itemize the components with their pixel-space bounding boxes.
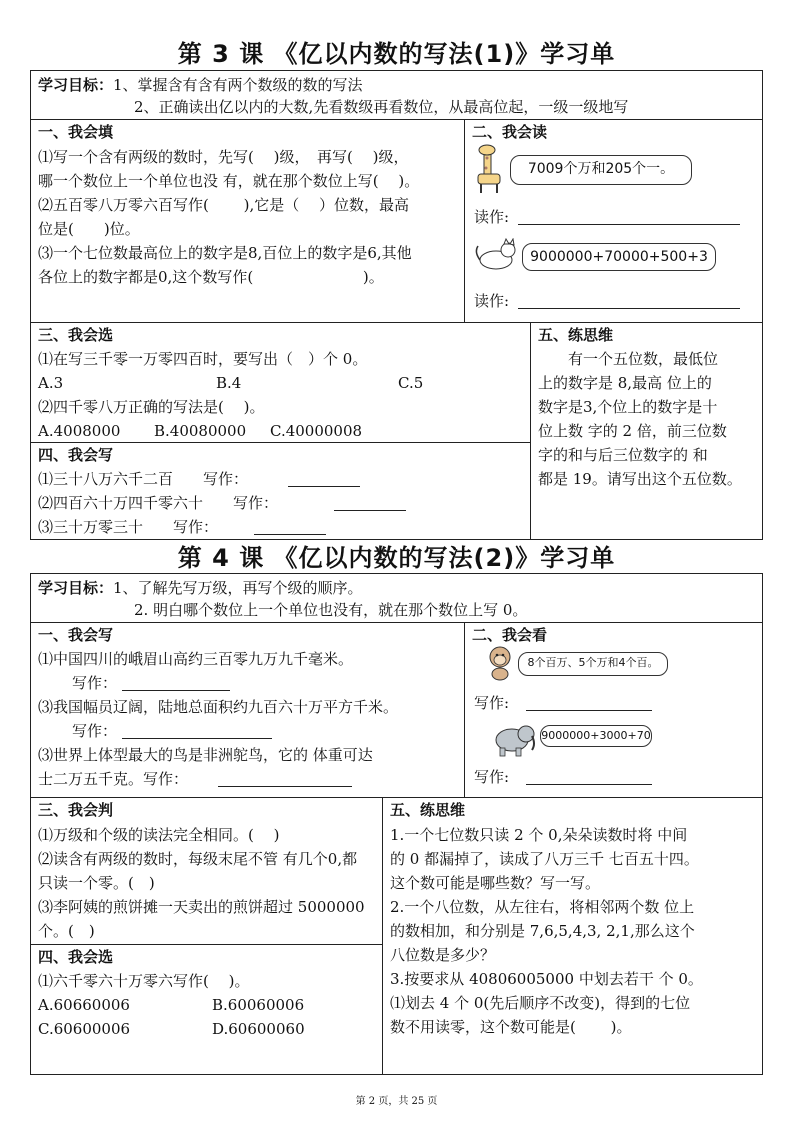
lesson3-s4-item: ⑶三十万零三十 写作： [38,518,219,536]
lesson3-s5-title: 五、练思维 [538,326,614,344]
answer-line[interactable] [122,738,272,739]
lesson4-s1-line: 士二万五千克。写作： [38,770,189,788]
lesson4-write-label: 写作: [474,694,510,712]
lesson4-s1-line: 写作： [72,722,118,740]
lesson3-s3-q2: ⑵四千零八万正确的写法是( )。 [38,398,265,416]
lesson3-s1-line: ⑴写一个含有两级的数时，先写( )级， 再写( )级， [38,148,409,166]
lesson3-s3-q2-option: A.4008000 [38,422,121,440]
lesson4-s2-title: 二、我会看 [472,626,548,644]
lesson3-s3-q2-option: B.40080000 [154,422,247,440]
page-footer: 第 2 页，共 25 页 [355,1096,438,1107]
lesson3-goal-2: 2、正确读出亿以内的大数,先看数级再看数位，从最高位起，一级一级地写 [134,98,629,116]
lesson4-title: 第 4 课 《亿以内数的写法(2)》学习单 [177,544,616,572]
lesson4-write-line-1[interactable] [526,710,652,711]
lesson3-s4-item: ⑴三十八万六千二百 写作： [38,470,249,488]
lesson4-s3-title: 三、我会判 [38,801,114,819]
elephant-icon [488,718,538,758]
lesson4-s1-line: ⑴中国四川的峨眉山高约三百零九万九千毫米。 [38,650,354,668]
lesson4-s5-line: 2.一个八位数，从左往右，将相邻两个数 位上 [390,898,695,916]
lesson4-goal-1: 1、了解先写万级，再写个级的顺序。 [113,579,363,597]
lesson4-s5-line: ⑴划去 4 个 0(先后顺序不改变)，得到的七位 [390,994,691,1012]
lesson3-s2-title: 二、我会读 [472,123,548,141]
lesson3-read-line-1[interactable] [518,224,740,225]
lesson3-s5-line: 上的数字是 8,最高 位上的 [538,374,712,392]
lesson4-s4-option: B.60060006 [212,996,305,1014]
answer-line[interactable] [334,510,406,511]
lesson3-goal-label: 学习目标： [38,76,114,94]
lesson4-s1-line: 写作： [72,674,118,692]
lesson4-s3-line: 个。( ) [38,922,95,940]
lesson3-title: 第 3 课 《亿以内数的写法(1)》学习单 [177,40,616,68]
lesson3-s3-q1-option: C.5 [398,374,424,392]
lesson3-s1-line: 各位上的数字都是0,这个数写作( )。 [38,268,384,286]
lesson4-goal-label: 学习目标： [38,579,114,597]
answer-line[interactable] [122,690,230,691]
monkey-icon [484,645,516,681]
lesson3-s5-line: 数字是3,个位上的数字是十 [538,398,718,416]
answer-line[interactable] [254,534,326,535]
lesson3-s3-q1: ⑴在写三千零一万零四百时，要写出（ ）个 0。 [38,350,368,368]
lesson4-s4-option: A.60660006 [38,996,130,1014]
lesson3-s5-line: 位上数 字的 2 倍，前三位数 [538,422,727,440]
lesson4-s5-line: 数不用读零，这个数可能是( )。 [390,1018,632,1036]
lesson4-s5-line: 的 0 都漏掉了，读成了八万三千 七百五十四。 [390,850,699,868]
lesson3-goal-1: 1、掌握含有含有两个数级的数的写法 [113,76,363,94]
lesson3-read-label: 读作: [474,208,510,226]
lesson3-s4-item: ⑵四百六十万四千零六十 写作： [38,494,279,512]
lesson3-s3-q2-option: C.40000008 [270,422,363,440]
lesson4-s4-option: D.60600060 [212,1020,305,1038]
lesson4-s5-line: 1.一个七位数只读 2 个 0,朵朵读数时将 中间 [390,826,688,844]
lesson4-s5-title: 五、练思维 [390,801,466,819]
lesson4-s3-line: ⑶李阿姨的煎饼摊一天卖出的煎饼超过 5000000 [38,898,365,916]
lesson4-bubble-1: 8个百万、5个万和4个百。 [518,652,668,676]
lesson4-bubble-2: 9000000+3000+70 [540,725,652,747]
lesson3-s3-q1-option: B.4 [216,374,242,392]
lesson3-s5-line: 都是 19。请写出这个五位数。 [538,470,742,488]
lesson4-s4-title: 四、我会选 [38,948,114,966]
lesson4-write-label: 写作: [474,768,510,786]
lesson3-read-line-2[interactable] [518,308,740,309]
lesson3-s3-q1-option: A.3 [38,374,64,392]
lesson3-s1-line: 哪一个数位上一个单位也没 有，就在那个数位上写( )。 [38,172,420,190]
lesson4-s5-line: 的数相加，和分别是 7,6,5,4,3, 2,1,那么这个 [390,922,695,940]
lesson3-s4-title: 四、我会写 [38,446,114,464]
lesson4-s5-line: 这个数可能是哪些数？写一写。 [390,874,601,892]
lesson4-s1-line: ⑶我国幅员辽阔，陆地总面积约九百六十万平方千米。 [38,698,399,716]
lesson3-s1-title: 一、我会填 [38,123,114,141]
lesson4-write-line-2[interactable] [526,784,652,785]
lesson3-bubble-1: 7009个万和205个一。 [510,155,692,185]
lesson4-s3-line: ⑵读含有两级的数时，每级末尾不管 有几个0,都 [38,850,358,868]
lesson3-bubble-2: 9000000+70000+500+3 [522,243,716,271]
lesson4-goal-2: 2. 明白哪个数位上一个单位也没有，就在那个数位上写 0。 [134,601,528,619]
lesson4-s4-q: ⑴六千零六十万零六写作( )。 [38,972,250,990]
answer-line[interactable] [218,786,352,787]
lesson4-s3-line: 只读一个零。( ) [38,874,155,892]
fox-icon [474,238,520,272]
lesson4-s4-option: C.60600006 [38,1020,131,1038]
lesson3-s1-line: 位是( )位。 [38,220,140,238]
lesson3-s5-line: 有一个五位数，最低位 [538,350,719,368]
lesson3-s3-title: 三、我会选 [38,326,114,344]
lesson3-read-label: 读作: [474,292,510,310]
lesson4-s5-line: 八位数是多少？ [390,946,496,964]
lesson4-s1-line: ⑶世界上体型最大的鸟是非洲鸵鸟，它的 体重可达 [38,746,373,764]
lesson3-s5-line: 字的和与后三位数字的 和 [538,446,708,464]
lesson4-s3-line: ⑴万级和个级的读法完全相同。( ) [38,826,280,844]
answer-line[interactable] [288,486,360,487]
lesson4-s1-title: 一、我会写 [38,626,114,644]
giraffe-icon [470,144,510,194]
lesson3-s1-line: ⑵五百零八万零六百写作( ),它是（ ）位数，最高 [38,196,410,214]
lesson4-s5-line: 3.按要求从 40806005000 中划去若干 个 0。 [390,970,703,988]
lesson3-s1-line: ⑶一个七位数最高位上的数字是8,百位上的数字是6,其他 [38,244,412,262]
